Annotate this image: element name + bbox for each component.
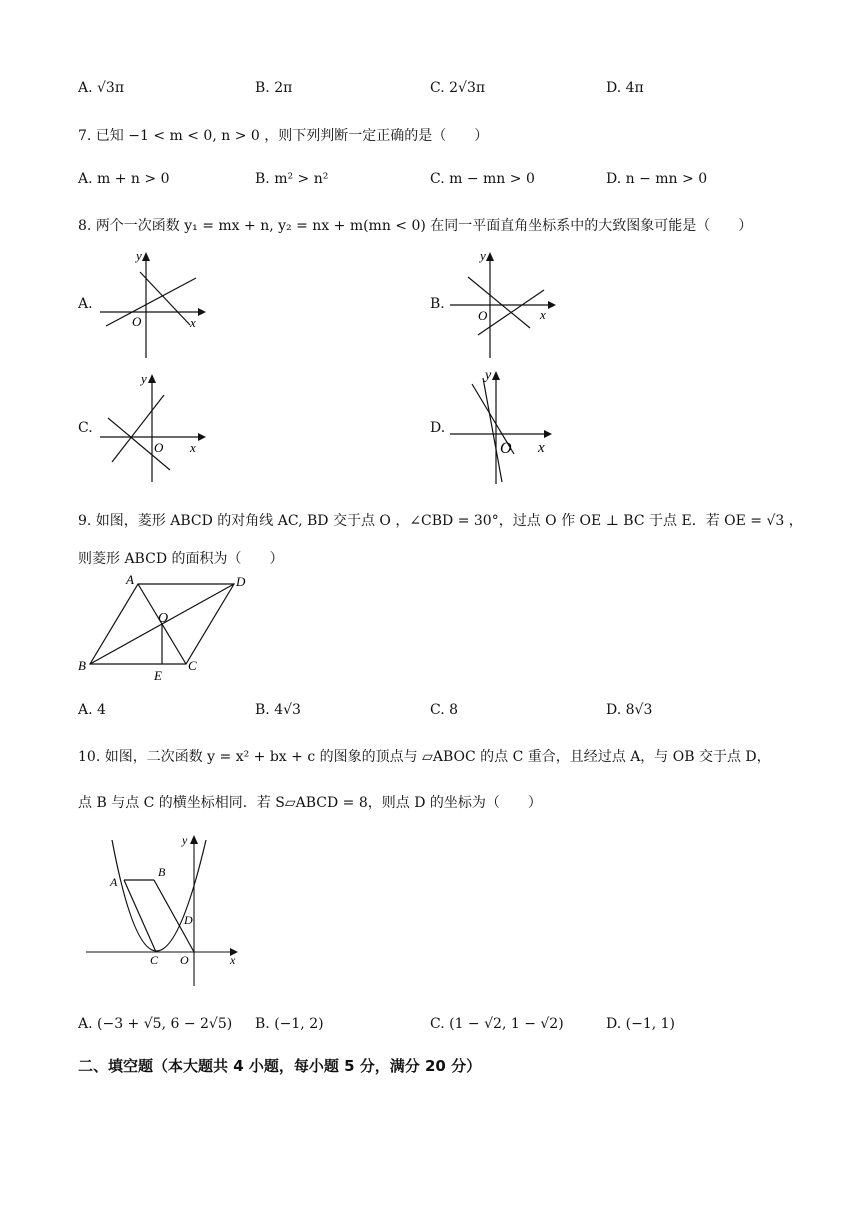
q8-option-b-label: B.: [430, 296, 445, 312]
q8b-x-label: x: [540, 307, 546, 322]
q6-option-c: C. 2√3π: [430, 80, 486, 96]
section-2-heading: 二、填空题（本大题共 4 小题，每小题 5 分，满分 20 分）: [78, 1057, 482, 1075]
q8d-y-label: y: [485, 368, 492, 383]
q8a-origin-label: O: [132, 314, 142, 329]
q10-parabola-figure: [84, 830, 244, 990]
q8c-origin-label: O: [154, 440, 164, 455]
q8-option-c-label: C.: [78, 420, 93, 436]
q8-option-d-label: D.: [430, 420, 446, 436]
q8a-x-label: x: [190, 315, 196, 330]
q8-graph-c: [98, 370, 208, 485]
q8a-y-label: y: [136, 250, 142, 263]
q10-stem-line2: 点 B 与点 C 的横坐标相同．若 S▱ABCD = 8，则点 D 的坐标为（ ）: [78, 795, 542, 811]
q8-graph-d: [448, 366, 558, 488]
q10-label-y: y: [182, 833, 188, 847]
q10-stem-line1: 10. 如图，二次函数 y = x² + bx + c 的图象的顶点与 ▱ABOC 的点 C 重合，且经过点 A，与 OB 交于点 D，: [78, 749, 771, 765]
q10-label-o: O: [180, 953, 189, 967]
q9-label-d: D: [236, 574, 246, 589]
q7-option-b: B. m² > n²: [255, 171, 329, 187]
q8b-origin-label: O: [478, 308, 488, 323]
q10-option-d: D. (−1, 1): [606, 1016, 675, 1032]
q9-stem-line2: 则菱形 ABCD 的面积为（ ）: [78, 551, 284, 567]
q9-option-d: D. 8√3: [606, 702, 653, 718]
q10-label-a: A: [110, 875, 118, 889]
q6-option-a: A. √3π: [78, 80, 125, 96]
q8-option-a-label: A.: [78, 296, 93, 312]
q9-label-c: C: [188, 658, 197, 673]
q10-label-d: D: [184, 913, 193, 927]
q8-stem: 8. 两个一次函数 y₁ = mx + n, y₂ = nx + m(mn < 0) 在同一平面直角坐标系中的大致图象可能是（ ）: [78, 218, 753, 234]
q9-option-b: B. 4√3: [255, 702, 301, 718]
q8-graph-a: [98, 250, 208, 362]
q10-label-c: C: [150, 953, 159, 967]
q7-option-c: C. m − mn > 0: [430, 171, 535, 187]
q7-stem: 7. 已知 −1 < m < 0, n > 0 ，则下列判断一定正确的是（ ）: [78, 128, 489, 144]
q8c-y-label: y: [141, 371, 147, 386]
q6-option-d: D. 4π: [606, 80, 644, 96]
q8d-x-label: x: [538, 440, 545, 456]
q9-label-a: A: [126, 572, 134, 587]
q7-option-a: A. m + n > 0: [78, 171, 170, 187]
q10-label-x: x: [230, 953, 236, 967]
q8d-origin-label: O: [500, 440, 512, 457]
q9-option-c: C. 8: [430, 702, 459, 718]
q10-label-b: B: [158, 865, 166, 879]
q9-stem-line1: 9. 如图，菱形 ABCD 的对角线 AC, BD 交于点 O ，∠CBD = 30°，过点 O 作 OE ⊥ BC 于点 E．若 OE = √3 ，: [78, 513, 803, 529]
q8b-y-label: y: [480, 250, 486, 263]
q8c-x-label: x: [190, 440, 196, 455]
q7-option-d: D. n − mn > 0: [606, 171, 708, 187]
q8-graph-b: [448, 250, 558, 362]
q9-label-o: O: [158, 611, 169, 626]
q9-option-a: A. 4: [78, 702, 106, 718]
q10-option-b: B. (−1, 2): [255, 1016, 324, 1032]
q9-rhombus-figure: [74, 572, 264, 684]
q10-option-c: C. (1 − √2, 1 − √2): [430, 1016, 564, 1032]
q9-label-b: B: [78, 658, 86, 673]
q9-label-e: E: [154, 668, 162, 683]
q6-option-b: B. 2π: [255, 80, 293, 96]
q10-option-a: A. (−3 + √5, 6 − 2√5): [78, 1016, 233, 1032]
